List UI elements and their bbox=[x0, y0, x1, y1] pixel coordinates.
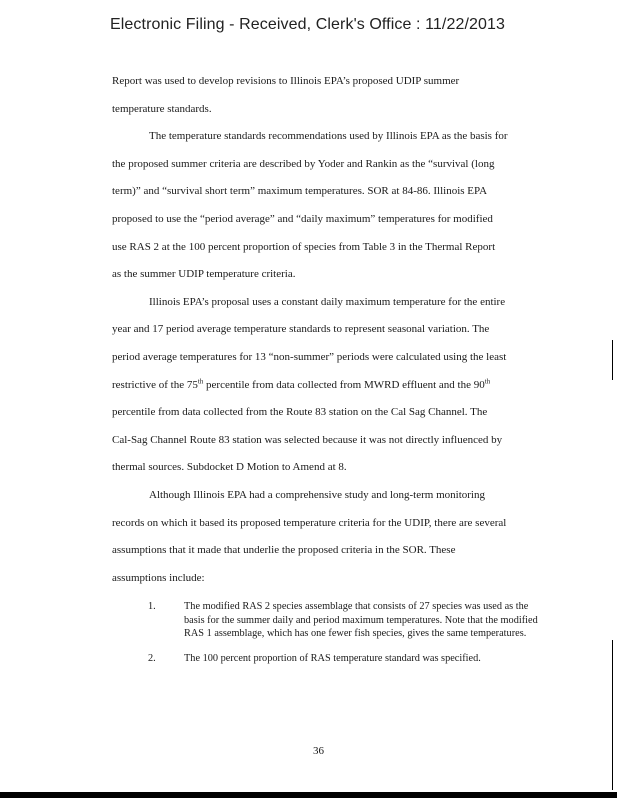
body-line: records on which it based its proposed temperature criteria for the UDIP, there are several bbox=[112, 516, 507, 529]
body-line: assumptions include: bbox=[112, 571, 205, 584]
body-line: Illinois EPA’s proposal uses a constant daily maximum temperature for the entire bbox=[149, 295, 506, 308]
body-line: The temperature standards recommendations used by Illinois EPA as the basis for bbox=[149, 130, 508, 143]
body-line: temperature standards. bbox=[112, 102, 212, 115]
body-line: period average temperatures for 13 “non-summer” periods were calculated using the least bbox=[112, 350, 507, 363]
list-item bbox=[148, 600, 548, 641]
body-text-fragment: percentile from data collected from MWRD effluent and the 90 bbox=[203, 378, 485, 391]
filing-stamp: Electronic Filing - Received, Clerk's Office : 11/22/2013 bbox=[110, 16, 506, 33]
scan-bottom-bar bbox=[0, 792, 617, 798]
body-line: Report was used to develop revisions to Illinois EPA’s proposed UDIP summer bbox=[112, 75, 460, 87]
body-line: as the summer UDIP temperature criteria. bbox=[112, 268, 296, 281]
assumptions-list bbox=[148, 600, 548, 676]
body-line: Although Illinois EPA had a comprehensive study and long-term monitoring bbox=[149, 488, 485, 501]
list-text: The modified RAS 2 species assemblage that consists of 27 species was used as the basis for the summer daily and period maximum temperatures. Note that the modified RAS 1 assemblage, which has one fewer fish species, gives the same temperatures. bbox=[184, 601, 538, 639]
scan-edge-mark bbox=[612, 640, 613, 790]
list-text: The 100 percent proportion of RAS temperature standard was specified. bbox=[184, 652, 481, 664]
body-line-with-superscripts bbox=[112, 372, 552, 400]
body-line: Cal-Sag Channel Route 83 station was selected because it was not directly influenced by bbox=[112, 433, 503, 446]
list-number: 2. bbox=[148, 652, 156, 664]
list-item bbox=[148, 652, 548, 666]
body-line: thermal sources. Subdocket D Motion to Amend at 8. bbox=[112, 461, 347, 474]
ordinal-superscript: th bbox=[197, 376, 204, 385]
body-line: percentile from data collected from the Route 83 station on the Cal Sag Channel. The bbox=[112, 406, 488, 419]
body-line: assumptions that it made that underlie the proposed criteria in the SOR. These bbox=[112, 544, 456, 557]
list-number: 1. bbox=[148, 601, 156, 612]
scan-edge-mark bbox=[612, 340, 613, 380]
body-text-fragment: restrictive of the 75 bbox=[112, 378, 198, 391]
document-body bbox=[112, 68, 552, 592]
body-line: the proposed summer criteria are described by Yoder and Rankin as the “survival (long bbox=[112, 157, 495, 170]
page-number: 36 bbox=[313, 745, 324, 757]
ordinal-superscript: th bbox=[484, 376, 491, 385]
body-line: proposed to use the “period average” and “daily maximum” temperatures for modified bbox=[112, 212, 493, 225]
body-line: term)” and “survival short term” maximum temperatures. SOR at 84-86. Illinois EPA bbox=[112, 185, 488, 198]
body-line: year and 17 period average temperature standards to represent seasonal variation. The bbox=[112, 323, 490, 336]
body-line: use RAS 2 at the 100 percent proportion of species from Table 3 in the Thermal Report bbox=[112, 240, 496, 253]
